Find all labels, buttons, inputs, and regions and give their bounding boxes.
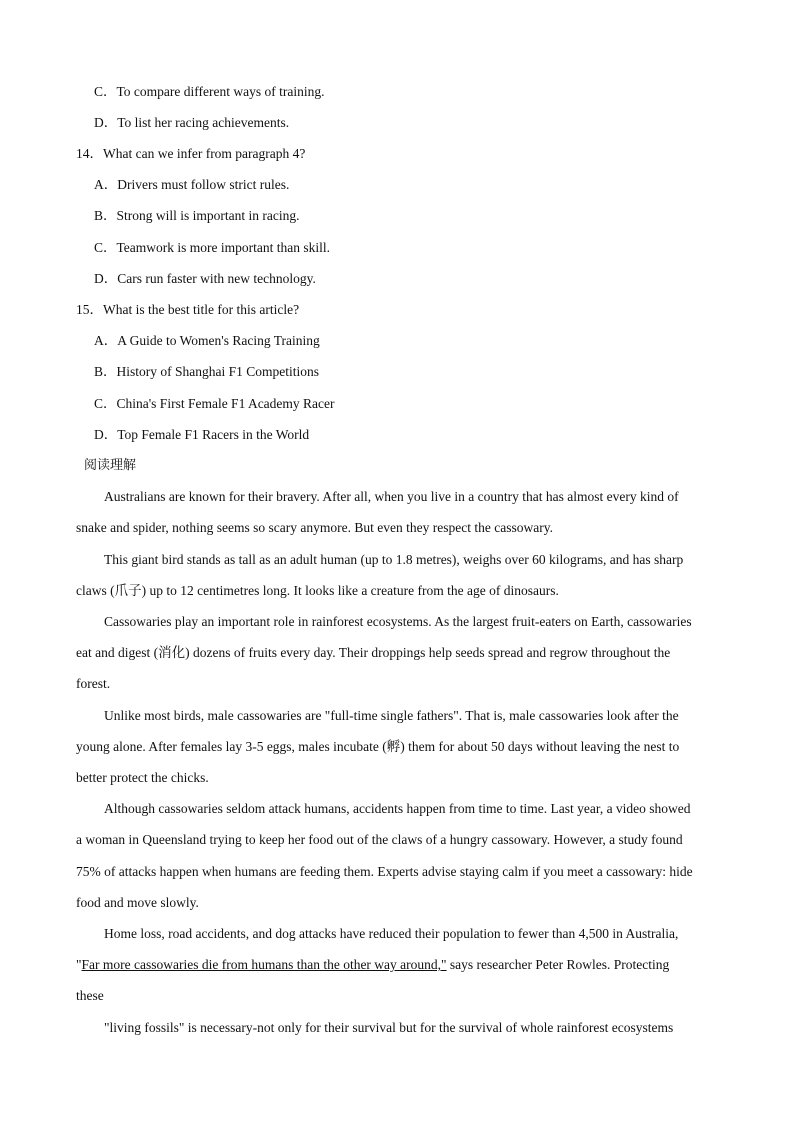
q15-stem: 15．What is the best title for this article?: [76, 302, 300, 317]
passage-p6-line3: these: [76, 988, 104, 1003]
passage-p2-line2: claws (爪子) up to 12 centimetres long. It looks like a creature from the age of dinosaurs.: [76, 583, 559, 598]
passage-p1-line1: Australians are known for their bravery. After all, when you live in a country that has almost every kind of: [104, 489, 679, 504]
passage-p6-line1: Home loss, road accidents, and dog attacks have reduced their population to fewer than 4,500 in Australia,: [104, 926, 679, 941]
q14-option-a: A．Drivers must follow strict rules.: [94, 177, 290, 192]
passage-p3-line2: eat and digest (消化) dozens of fruits every day. Their droppings help seeds spread and regrow throughout the: [76, 645, 671, 660]
q15-option-c: C．China's First Female F1 Academy Racer: [94, 396, 335, 411]
q15-option-b: B．History of Shanghai F1 Competitions: [94, 364, 320, 379]
q14-stem: 14．What can we infer from paragraph 4?: [76, 146, 306, 161]
passage-p5-line3: 75% of attacks happen when humans are feeding them. Experts advise staying calm if you meet a cassowary: hide: [76, 864, 693, 879]
q15-option-a: A．A Guide to Women's Racing Training: [94, 333, 320, 348]
passage-p5-line2: a woman in Queensland trying to keep her food out of the claws of a hungry cassowary. However, a study found: [76, 832, 683, 847]
q14-option-c: C．Teamwork is more important than skill.: [94, 240, 331, 255]
section-heading: 阅读理解: [84, 458, 137, 473]
q14-option-b: B．Strong will is important in racing.: [94, 208, 300, 223]
underlined-quote: Far more cassowaries die from humans than the other way around,": [81, 957, 447, 972]
passage-p3-line1: Cassowaries play an important role in rainforest ecosystems. As the largest fruit-eaters on Earth, cassowaries: [104, 614, 692, 629]
passage-p4-line2: young alone. After females lay 3-5 eggs, males incubate (孵) them for about 50 days without leaving the nest to: [76, 739, 680, 754]
q13-option-d: D．To list her racing achievements.: [94, 115, 290, 130]
passage-p1-line2: snake and spider, nothing seems so scary anymore. But even they respect the cassowary.: [76, 520, 553, 535]
passage-p5-line4: food and move slowly.: [76, 895, 199, 910]
passage-p6-line2: [76, 956, 669, 974]
quote-attribution: says researcher Peter Rowles. Protecting: [446, 957, 670, 972]
q14-option-d: D．Cars run faster with new technology.: [94, 271, 316, 286]
passage-p4-line3: better protect the chicks.: [76, 770, 209, 785]
passage-p2-line1: This giant bird stands as tall as an adult human (up to 1.8 metres), weighs over 60 kilograms, and has sharp: [104, 552, 684, 567]
passage-p7-line1: "living fossils" is necessary-not only for their survival but for the survival of whole rainforest ecosystems: [104, 1020, 674, 1035]
passage-p3-line3: forest.: [76, 676, 111, 691]
q15-option-d: D．Top Female F1 Racers in the World: [94, 427, 310, 442]
passage-p4-line1: Unlike most birds, male cassowaries are "full-time single fathers". That is, male cassowaries look after the: [104, 708, 679, 723]
q13-option-c: C．To compare different ways of training.: [94, 84, 325, 99]
quote-open-mark: ": [76, 957, 82, 972]
passage-p5-line1: Although cassowaries seldom attack humans, accidents happen from time to time. Last year, a video showed: [104, 801, 691, 816]
